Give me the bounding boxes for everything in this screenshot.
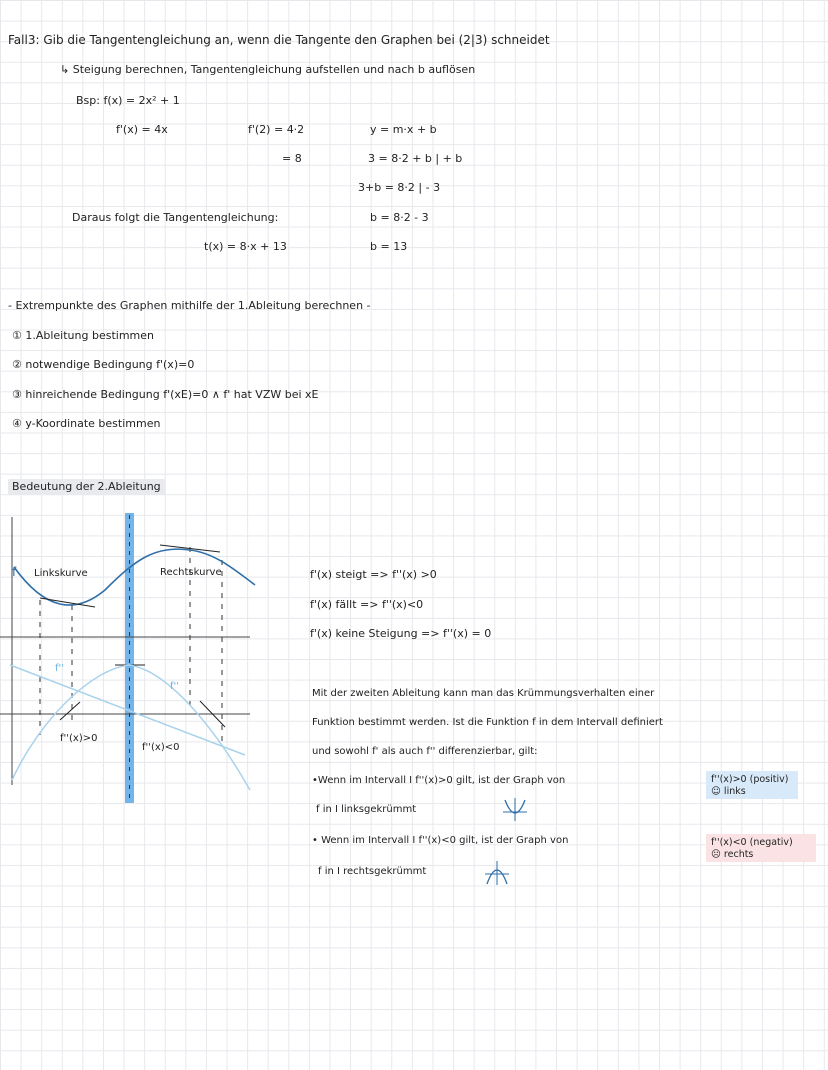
bullet-1a: •Wenn im Intervall I f''(x)>0 gilt, ist der Graph von [312, 775, 566, 786]
note-negative-line2: ☹ rechts [711, 849, 754, 860]
text-2: Funktion bestimmt werden. Ist die Funktion f in dem Intervall definiert [312, 717, 663, 728]
second-title: Bedeutung der 2.Ableitung [8, 479, 165, 495]
fall3-tangent: t(x) = 8·x + 13 [204, 240, 287, 253]
note-positive-line2: ☺ links [711, 786, 746, 797]
extrema-step-1: ① 1.Ableitung bestimmen [12, 329, 154, 342]
extrema-step-2: ② notwendige Bedingung f'(x)=0 [12, 358, 195, 371]
fall3-step: ↳ Steigung berechnen, Tangentengleichung aufstellen und nach b auflösen [60, 63, 476, 76]
fall3-example: Bsp: f(x) = 2x² + 1 [76, 94, 180, 107]
fall3-f-at-2: f'(2) = 4·2 [248, 123, 305, 136]
fall3-eq5: b = 13 [370, 240, 408, 253]
extrema-step-4: ④ y-Koordinate bestimmen [12, 417, 161, 430]
convex-icon [500, 796, 530, 822]
fall3-f-at-2-result: = 8 [282, 152, 302, 165]
bullet-2a: • Wenn im Intervall I f''(x)<0 gilt, ist der Graph von [312, 835, 569, 846]
graph-rechts-label: Rechtskurve [160, 567, 222, 578]
note-positive [706, 771, 798, 799]
note-positive-line1: f''(x)>0 (positiv) [711, 774, 789, 785]
rule-2: f'(x) fällt => f''(x)<0 [310, 598, 424, 611]
fall3-derivative: f'(x) = 4x [116, 123, 168, 136]
fall3-eq1: y = m·x + b [370, 123, 437, 136]
fall3-eq2: 3 = 8·2 + b | + b [368, 152, 463, 165]
extrema-title: - Extrempunkte des Graphen mithilfe der 1.Ableitung berechnen - [8, 299, 371, 312]
graph-neg-label: f''(x)<0 [142, 742, 180, 753]
curvature-sketch [0, 505, 270, 805]
graph-f-label: f [12, 565, 17, 579]
fall3-conclusion: Daraus folgt die Tangentengleichung: [72, 211, 279, 224]
graph-pos-label: f''(x)>0 [60, 733, 98, 744]
rule-3: f'(x) keine Steigung => f''(x) = 0 [310, 627, 492, 640]
fall3-eq4: b = 8·2 - 3 [370, 211, 429, 224]
text-3: und sowohl f' als auch f'' differenzierbar, gilt: [312, 746, 538, 757]
text-1: Mit der zweiten Ableitung kann man das Krümmungsverhalten einer [312, 688, 655, 699]
graph-f2b-label: f'' [170, 681, 180, 692]
bullet-2b: f in I rechtsgekrümmt [318, 866, 427, 877]
graph-f2-label: f'' [55, 663, 65, 674]
concave-icon [482, 860, 512, 886]
rule-1: f'(x) steigt => f''(x) >0 [310, 568, 437, 581]
fall3-heading: Fall3: Gib die Tangentengleichung an, wenn die Tangente den Graphen bei (2|3) schneidet [8, 33, 550, 47]
bullet-1b: f in I linksgekrümmt [316, 804, 417, 815]
fall3-eq3: 3+b = 8·2 | - 3 [358, 181, 441, 194]
note-negative-line1: f''(x)<0 (negativ) [711, 837, 793, 848]
extrema-step-3: ③ hinreichende Bedingung f'(xE)=0 ∧ f' hat VZW bei xE [12, 388, 319, 401]
graph-links-label: Linkskurve [34, 568, 88, 579]
note-negative [706, 834, 816, 862]
